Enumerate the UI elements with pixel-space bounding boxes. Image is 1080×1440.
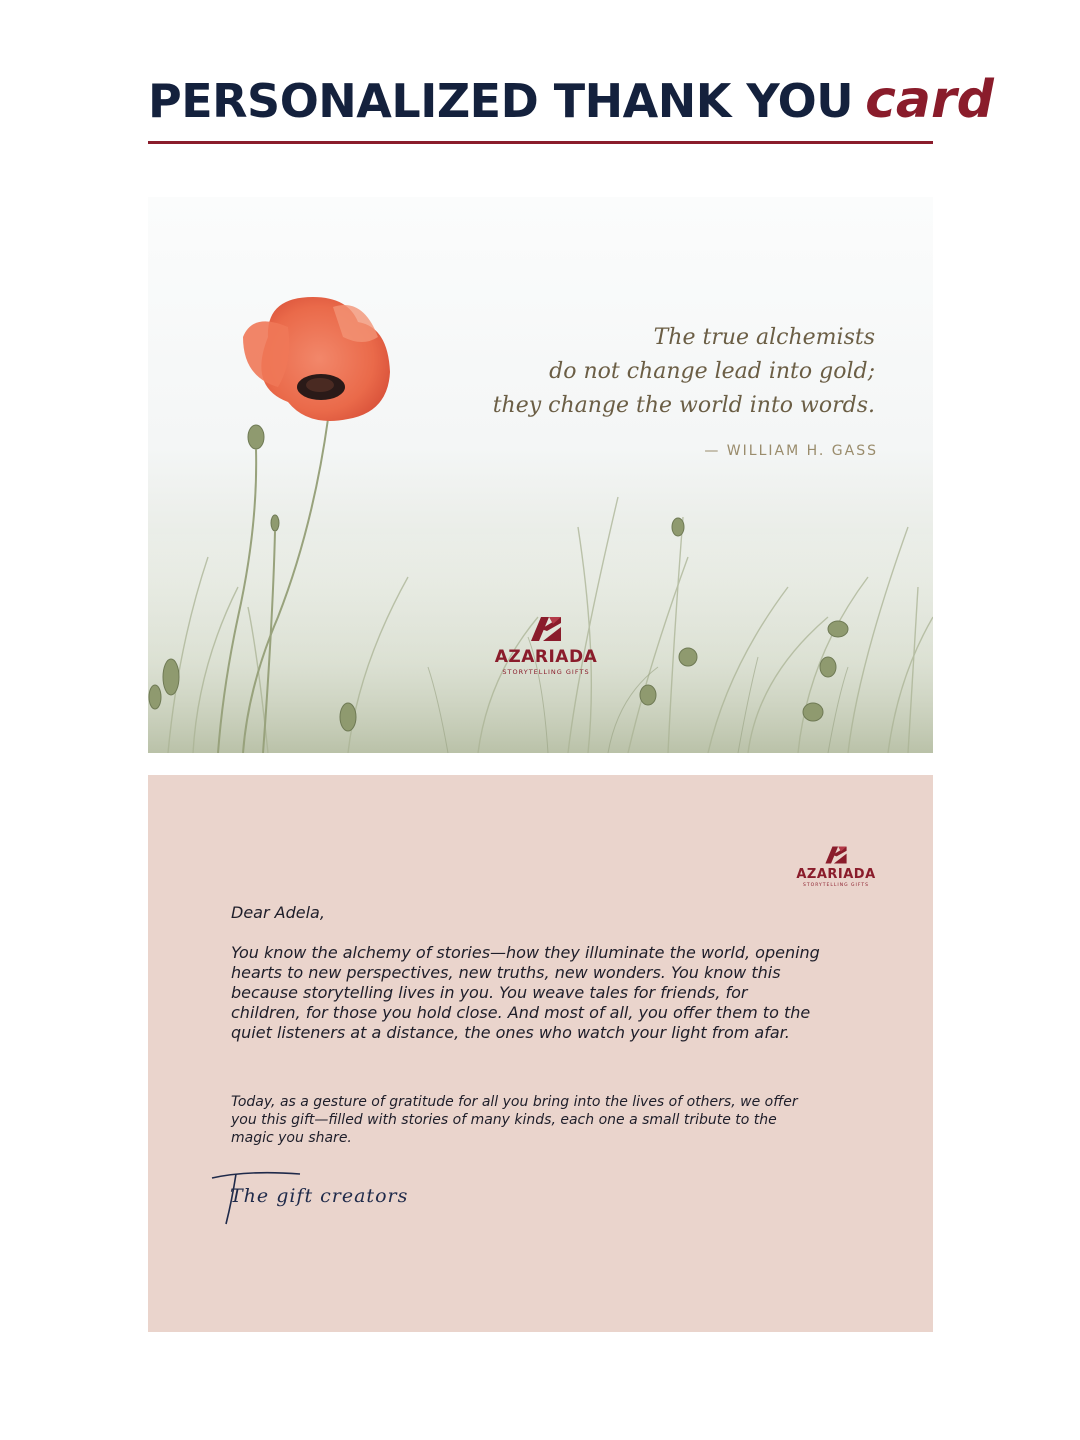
headline-accent-text: card [865,70,994,130]
headline-main-text: PERSONALIZED THANK YOU [148,74,854,128]
brand-name: AZARIADA [494,647,598,667]
brand-name: AZARIADA [796,867,876,882]
brand-logo-back [791,845,881,888]
brand-tagline: STORYTELLING GIFTS [803,883,869,888]
card-back [148,775,933,1332]
letter-signature: The gift creators [230,1185,409,1207]
letter-paragraph: Today, as a gesture of gratitude for all you bring into the lives of others, we offer you this gift—filled with stories of many kinds, each one a small tribute to the magic you share. [231,1094,798,1146]
azariada-logo-icon [529,615,563,643]
azariada-logo-icon [824,845,848,865]
letter-paragraph: You know the alchemy of stories—how they illuminate the world, opening hearts to new perspectives, new truths, new wonders. You know this because storytelling lives in you. You weave tales for friends, for children, for those you hold close. And most of all, you offer them to the quiet listeners at a distance, the ones who watch your light from afar. [231,943,820,1042]
quote-line: The true alchemists [653,325,875,350]
quote-line: do not change lead into gold; [549,359,875,384]
quote [493,321,875,423]
page-headline [148,70,994,140]
poppy-flower [243,297,390,421]
brand-logo-front [466,615,626,676]
card-front [148,197,933,753]
quote-line: they change the world into words. [492,393,875,418]
letter-greeting: Dear Adela, [231,903,325,922]
brand-tagline: STORYTELLING GIFTS [502,668,590,676]
quote-attribution: — WILLIAM H. GASS [704,443,878,459]
headline-underline [148,141,933,144]
